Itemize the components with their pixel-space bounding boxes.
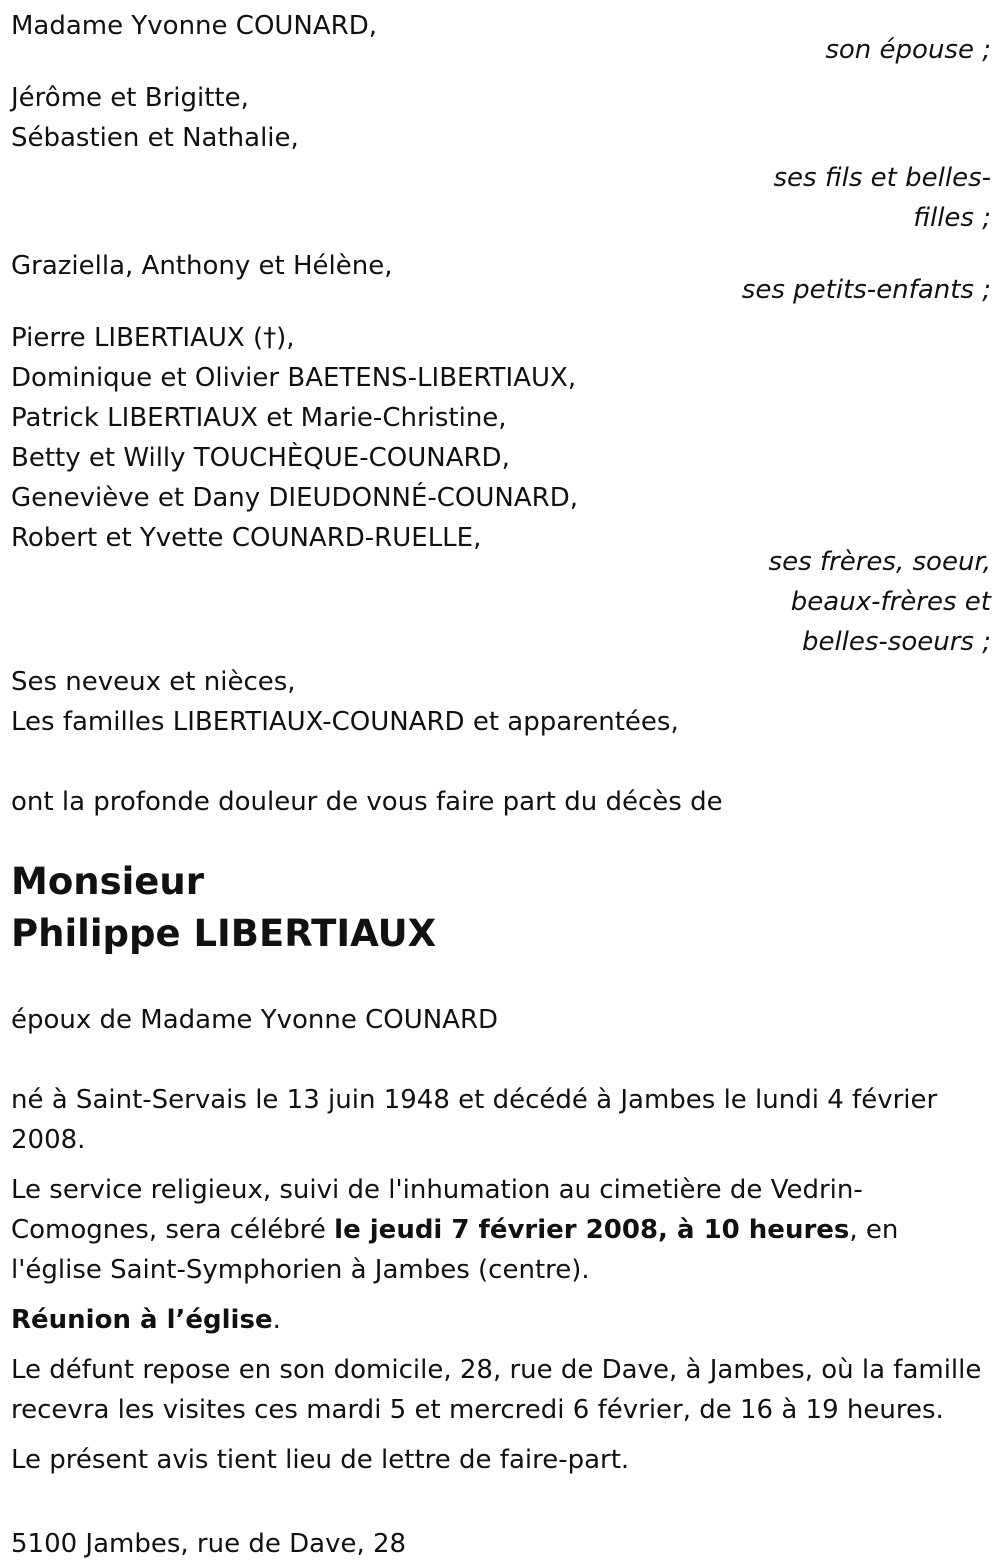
sibling-name: Patrick LIBERTIAUX et Marie-Christine, <box>11 403 507 433</box>
birth-death-text: né à Saint-Servais le 13 juin 1948 et décédé à Jambes le lundi 4 février 2008. <box>11 1085 938 1155</box>
siblings-role: beaux-frères et <box>790 587 991 617</box>
grandchildren-role: ses petits-enfants ; <box>741 275 991 305</box>
children-name: Jérôme et Brigitte, <box>11 83 249 113</box>
service-text <box>11 1170 991 1290</box>
deceased-name: Philippe LIBERTIAUX <box>11 912 437 955</box>
sibling-name: Betty et Willy TOUCHÈQUE-COUNARD, <box>11 443 510 473</box>
spouse-name: Madame Yvonne COUNARD, <box>11 11 378 41</box>
siblings-role: belles-soeurs ; <box>801 627 991 657</box>
grandchildren-names: Graziella, Anthony et Hélène, <box>11 251 393 281</box>
address-text: 5100 Jambes, rue de Dave, 28 <box>11 1529 407 1559</box>
reunion-text <box>11 1300 991 1340</box>
spouse-role: son épouse ; <box>825 35 991 65</box>
sibling-name: Geneviève et Dany DIEUDONNÉ-COUNARD, <box>11 483 578 513</box>
sibling-name: Robert et Yvette COUNARD-RUELLE, <box>11 523 482 553</box>
notice-text: Le présent avis tient lieu de lettre de faire-part. <box>11 1445 630 1475</box>
siblings-section <box>11 318 991 662</box>
children-name: Sébastien et Nathalie, <box>11 123 299 153</box>
deceased-title: Monsieur <box>11 860 204 903</box>
obituary-notice <box>11 6 991 1564</box>
sibling-name: Pierre LIBERTIAUX (†), <box>11 323 295 353</box>
extended-family-line: Ses neveux et nièces, <box>11 667 296 697</box>
spouse-section <box>11 6 991 70</box>
spouse-of-text: époux de Madame Yvonne COUNARD <box>11 1005 499 1035</box>
reunion-bold: Réunion à l’église <box>11 1305 273 1335</box>
service-datetime: le jeudi 7 février 2008, à 10 heures <box>334 1215 850 1245</box>
children-role: ses fils et belles- <box>773 163 991 193</box>
siblings-role: ses frères, soeur, <box>768 547 991 577</box>
sibling-name: Dominique et Olivier BAETENS-LIBERTIAUX, <box>11 363 577 393</box>
children-role: filles ; <box>913 203 991 233</box>
deceased-heading <box>11 856 991 960</box>
service-text-before: Le service religieux, suivi de l'inhumation au cimetière de Vedrin-Comognes, sera célébré <box>11 1175 863 1245</box>
extended-family-line: Les familles LIBERTIAUX-COUNARD et apparentées, <box>11 707 679 737</box>
announcement-text: ont la profonde douleur de vous faire part du décès de <box>11 787 723 817</box>
reunion-after: . <box>272 1305 281 1335</box>
children-section <box>11 78 991 238</box>
visitation-text: Le défunt repose en son domicile, 28, rue de Dave, à Jambes, où la famille recevra les visites ces mardi 5 et mercredi 6 février, de 16 à 19 heures. <box>11 1355 982 1425</box>
grandchildren-section <box>11 246 991 310</box>
extended-family-section <box>11 662 991 742</box>
service-text-after: , en l'église Saint-Symphorien à Jambes (centre). <box>11 1215 899 1285</box>
